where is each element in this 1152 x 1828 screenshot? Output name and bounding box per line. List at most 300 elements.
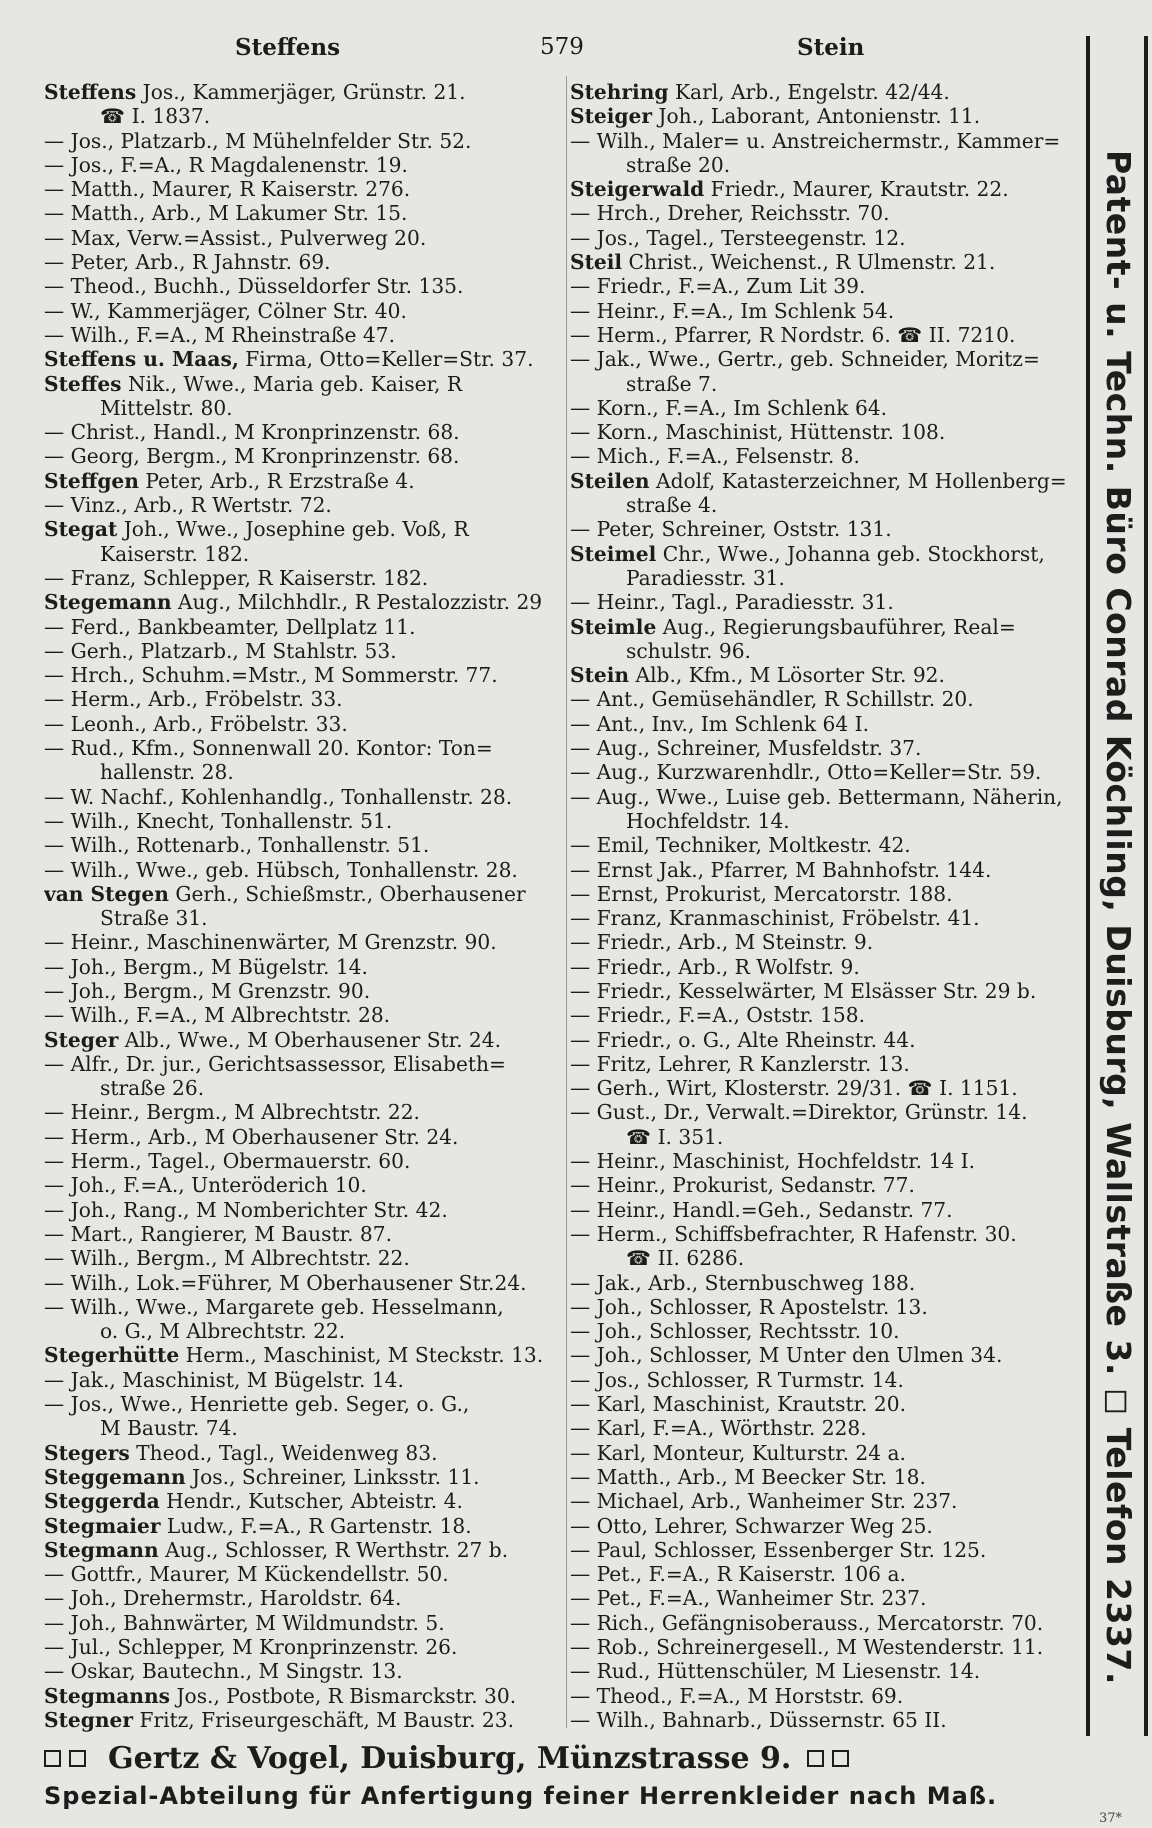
directory-entry	[570, 930, 1082, 954]
directory-entry	[570, 1222, 1082, 1246]
entry-details: — Alfr., Dr. jur., Gerichtsassessor, Elisabeth=	[44, 1051, 506, 1076]
entry-details: — Theod., Buchh., Düsseldorfer Str. 135.	[44, 274, 464, 299]
entry-details: — Herm., Pfarrer, R Nordstr. 6. ☎ II. 7210.	[570, 322, 1016, 347]
directory-entry	[570, 566, 1082, 590]
directory-entry	[570, 1076, 1082, 1100]
directory-entry	[44, 1271, 564, 1295]
directory-entry	[570, 1441, 1082, 1465]
directory-entry	[44, 1392, 564, 1416]
entry-details: Karl, Arb., Engelstr. 42/44.	[668, 80, 950, 104]
directory-entry	[570, 1465, 1082, 1489]
entry-details: — Herm., Tagel., Obermauerstr. 60.	[44, 1149, 411, 1174]
entry-details: — Rich., Gefängnisoberauss., Mercatorstr. 70.	[570, 1610, 1044, 1635]
entry-surname: Steggerda	[44, 1489, 160, 1514]
directory-entry	[570, 1392, 1082, 1416]
entry-details: — Joh., Drehermstr., Haroldstr. 64.	[44, 1586, 402, 1611]
ad-rule-left	[1086, 36, 1090, 1736]
directory-entry	[570, 1125, 1082, 1149]
entry-details: Paradiesstr. 31.	[626, 565, 785, 590]
directory-entry	[570, 1635, 1082, 1659]
entry-surname: Steger	[44, 1027, 119, 1052]
directory-entry	[44, 1028, 564, 1052]
entry-details: — Heinr., Tagl., Paradiesstr. 31.	[570, 590, 894, 615]
directory-entry	[44, 566, 564, 590]
directory-entry	[44, 542, 564, 566]
directory-entry	[44, 1441, 564, 1465]
entry-details: Adolf, Katasterzeichner, M Hollenberg=	[649, 468, 1067, 493]
entry-details: — Ernst, Prokurist, Mercatorstr. 188.	[570, 881, 953, 906]
entry-details: — Friedr., Arb., M Steinstr. 9.	[570, 930, 874, 955]
directory-entry	[570, 809, 1082, 833]
entry-details: — Rud., Kfm., Sonnenwall 20. Kontor: Ton=	[44, 736, 493, 761]
entry-details: — Wilh., Wwe., Margarete geb. Hesselmann,	[44, 1294, 504, 1319]
directory-entry	[44, 955, 564, 979]
directory-entry	[570, 177, 1082, 201]
entry-details: Gerh., Schießmstr., Oberhausener	[168, 881, 526, 906]
column-divider	[566, 76, 567, 1728]
directory-entry	[570, 712, 1082, 736]
entry-details: — Vinz., Arb., R Wertstr. 72.	[44, 493, 332, 518]
entry-details: — Heinr., Maschinenwärter, M Grenzstr. 90.	[44, 930, 497, 955]
entry-details: — Friedr., F.=A., Zum Lit 39.	[570, 274, 866, 299]
entry-details: — Franz, Kranmaschinist, Fröbelstr. 41.	[570, 906, 980, 931]
directory-entry	[570, 1611, 1082, 1635]
directory-entry	[570, 1271, 1082, 1295]
directory-entry	[44, 420, 564, 444]
entry-surname: Stegemann	[44, 590, 172, 615]
entry-details: — Gerh., Platzarb., M Stahlstr. 53.	[44, 638, 397, 663]
header-left-running-head: Steffens	[235, 34, 341, 61]
footer-box-icons-left	[44, 1750, 86, 1767]
entry-details: — Korn., F.=A., Im Schlenk 64.	[570, 395, 888, 420]
entry-details: — Joh., Bergm., M Bügelstr. 14.	[44, 954, 368, 979]
entry-details: — Aug., Wwe., Luise geb. Bettermann, Näherin,	[570, 784, 1063, 809]
directory-entry	[570, 906, 1082, 930]
directory-entry	[44, 663, 564, 687]
entry-details: — Friedr., o. G., Alte Rheinstr. 44.	[570, 1027, 916, 1052]
directory-entry	[44, 1611, 564, 1635]
directory-entry	[44, 129, 564, 153]
entry-details: — Mich., F.=A., Felsenstr. 8.	[570, 444, 860, 469]
directory-entry	[570, 979, 1082, 1003]
entry-details: M Baustr. 74.	[100, 1416, 238, 1441]
entry-details: — Rud., Hüttenschüler, M Liesenstr. 14.	[570, 1659, 981, 1684]
entry-details: — Peter, Schreiner, Oststr. 131.	[570, 517, 892, 542]
entry-details: straße 26.	[100, 1076, 205, 1101]
directory-entry	[570, 129, 1082, 153]
entry-details: — Karl, F.=A., Wörthstr. 228.	[570, 1416, 867, 1441]
entry-details: — Rob., Schreinergesell., M Westenderstr. 11.	[570, 1635, 1044, 1659]
entry-details: — Franz, Schlepper, R Kaiserstr. 182.	[44, 565, 429, 590]
directory-entry	[44, 250, 564, 274]
directory-entry	[570, 1538, 1082, 1562]
directory-entry	[44, 785, 564, 809]
footer-specialty: Spezial-Abteilung für Anfertigung feiner Herrenkleider nach Maß.	[44, 1782, 998, 1810]
entry-details: — Ant., Inv., Im Schlenk 64 I.	[570, 711, 870, 736]
directory-entry	[44, 1246, 564, 1270]
directory-entry	[44, 687, 564, 711]
entry-details: Friedr., Maurer, Krautstr. 22.	[704, 177, 1009, 202]
entry-details: — Heinr., F.=A., Im Schlenk 54.	[570, 298, 895, 323]
directory-entry	[44, 1222, 564, 1246]
directory-entry	[44, 153, 564, 177]
entry-details: — Jak., Maschinist, M Bügelstr. 14.	[44, 1367, 404, 1392]
directory-entry	[570, 882, 1082, 906]
entry-details: — Friedr., F.=A., Oststr. 158.	[570, 1003, 866, 1028]
directory-entry	[44, 1149, 564, 1173]
directory-entry	[44, 736, 564, 760]
directory-entry	[570, 80, 1082, 104]
header-right-running-head: Stein	[797, 34, 865, 61]
entry-details: — Max, Verw.=Assist., Pulverweg 20.	[44, 225, 427, 250]
directory-entry	[44, 930, 564, 954]
entry-details: — Wilh., Maler= u. Anstreichermstr., Kammer=	[570, 128, 1061, 153]
entry-details: Straße 31.	[100, 906, 208, 931]
directory-entry	[44, 1052, 564, 1076]
entry-surname: Stegmanns	[44, 1683, 171, 1708]
entry-details: — Wilh., Bergm., M Albrechtstr. 22.	[44, 1246, 410, 1271]
ad-rule-right	[1144, 36, 1148, 1736]
directory-entry	[570, 396, 1082, 420]
entry-details: — Joh., Schlosser, M Unter den Ulmen 34.	[570, 1343, 1003, 1368]
entry-details: ☎ I. 1837.	[100, 104, 211, 129]
directory-entry	[44, 201, 564, 225]
directory-entry	[570, 1368, 1082, 1392]
entry-details: hallenstr. 28.	[100, 760, 234, 785]
left-column	[44, 80, 564, 1732]
directory-entry	[570, 1028, 1082, 1052]
directory-entry	[570, 639, 1082, 663]
entry-details: Alb., Kfm., M Lösorter Str. 92.	[629, 663, 945, 688]
directory-entry	[44, 712, 564, 736]
directory-entry	[570, 1319, 1082, 1343]
entry-surname: Steggemann	[44, 1464, 186, 1489]
entry-surname: Stehring	[570, 80, 669, 104]
directory-entry	[44, 1003, 564, 1027]
entry-details: straße 7.	[626, 371, 718, 396]
entry-details: — Wilh., F.=A., M Rheinstraße 47.	[44, 322, 395, 347]
entry-details: — Pet., F.=A., Wanheimer Str. 237.	[570, 1586, 927, 1611]
directory-entry	[44, 517, 564, 541]
directory-entry	[44, 1708, 564, 1732]
entry-details: — Leonh., Arb., Fröbelstr. 33.	[44, 711, 348, 736]
directory-entry	[570, 104, 1082, 128]
entry-details: — Karl, Monteur, Kulturstr. 24 a.	[570, 1440, 906, 1465]
entry-details: Kaiserstr. 182.	[100, 541, 250, 566]
directory-entry	[570, 1343, 1082, 1367]
entry-surname: Steilen	[570, 468, 650, 493]
directory-entry	[44, 469, 564, 493]
entry-surname: Steffens u. Maas,	[44, 347, 239, 372]
directory-entry	[570, 955, 1082, 979]
entry-details: — Wilh., Bahnarb., Düssernstr. 65 II.	[570, 1707, 947, 1732]
entry-details: — Joh., Bahnwärter, M Wildmundstr. 5.	[44, 1610, 445, 1635]
directory-entry	[44, 372, 564, 396]
entry-details: — Paul, Schlosser, Essenberger Str. 125.	[570, 1537, 987, 1562]
directory-entry	[570, 517, 1082, 541]
directory-entry	[44, 1684, 564, 1708]
directory-entry	[44, 1586, 564, 1610]
entry-details: — Wilh., Rottenarb., Tonhallenstr. 51.	[44, 833, 430, 858]
entry-details: — Jak., Wwe., Gertr., geb. Schneider, Moritz=	[570, 347, 1040, 372]
directory-entry	[44, 809, 564, 833]
directory-entry	[44, 979, 564, 1003]
entry-details: — Joh., Rang., M Nomberichter Str. 42.	[44, 1197, 448, 1222]
right-column	[570, 80, 1082, 1732]
entry-details: — Herm., Arb., M Oberhausener Str. 24.	[44, 1124, 459, 1149]
directory-entry	[44, 274, 564, 298]
directory-entry	[44, 1368, 564, 1392]
directory-entry	[44, 1514, 564, 1538]
directory-entry	[44, 1538, 564, 1562]
entry-details: — Matth., Arb., M Lakumer Str. 15.	[44, 201, 408, 226]
entry-details: Jos., Schreiner, Linksstr. 11.	[185, 1464, 480, 1489]
entry-details: — Friedr., Arb., R Wolfstr. 9.	[570, 954, 860, 979]
entry-details: — Heinr., Bergm., M Albrechtstr. 22.	[44, 1100, 420, 1125]
entry-details: — Heinr., Prokurist, Sedanstr. 77.	[570, 1173, 915, 1198]
directory-entry	[44, 590, 564, 614]
directory-entry	[44, 177, 564, 201]
entry-details: — Gottfr., Maurer, M Kückendellstr. 50.	[44, 1562, 449, 1587]
entry-details: — Wilh., Wwe., geb. Hübsch, Tonhallenstr. 28.	[44, 857, 518, 882]
directory-entry	[44, 1416, 564, 1440]
entry-details: — Gerh., Wirt, Klosterstr. 29/31. ☎ I. 1151.	[570, 1076, 1018, 1101]
directory-entry	[570, 833, 1082, 857]
directory-entry	[44, 1343, 564, 1367]
directory-entry	[570, 1489, 1082, 1513]
entry-details: Aug., Schlosser, R Werthstr. 27 b.	[158, 1537, 509, 1562]
directory-entry	[44, 323, 564, 347]
directory-entry	[44, 1125, 564, 1149]
entry-details: — Jos., Wwe., Henriette geb. Seger, o. G.,	[44, 1392, 470, 1417]
directory-entry	[44, 1076, 564, 1100]
directory-entry	[44, 1319, 564, 1343]
entry-details: Christ., Weichenst., R Ulmenstr. 21.	[622, 250, 996, 275]
directory-entry	[44, 882, 564, 906]
entry-details: Jos., Postbote, R Bismarckstr. 30.	[170, 1683, 517, 1708]
entry-details: — Emil, Techniker, Moltkestr. 42.	[570, 833, 911, 858]
directory-entry	[44, 1562, 564, 1586]
entry-details: — Joh., Schlosser, Rechtsstr. 10.	[570, 1319, 900, 1344]
entry-details: Alb., Wwe., M Oberhausener Str. 24.	[118, 1027, 502, 1052]
directory-entry	[570, 347, 1082, 371]
entry-details: Hochfeldstr. 14.	[626, 808, 790, 833]
directory-entry	[44, 639, 564, 663]
directory-entry	[570, 1684, 1082, 1708]
footer-advertisement	[44, 1738, 1104, 1810]
directory-entry	[44, 1198, 564, 1222]
entry-details: Joh., Laborant, Antonienstr. 11.	[652, 104, 981, 129]
entry-details: — Jos., Platzarb., M Mühelnfelder Str. 52.	[44, 128, 472, 153]
directory-entry	[44, 1465, 564, 1489]
entry-details: ☎ II. 6286.	[626, 1246, 745, 1271]
directory-entry	[44, 1100, 564, 1124]
directory-entry	[44, 493, 564, 517]
directory-entry	[570, 323, 1082, 347]
entry-details: Chr., Wwe., Johanna geb. Stockhorst,	[656, 541, 1045, 566]
directory-entry	[570, 372, 1082, 396]
directory-entry	[570, 1052, 1082, 1076]
entry-details: Theod., Tagl., Weidenweg 83.	[129, 1440, 438, 1465]
entry-details: Joh., Wwe., Josephine geb. Voß, R	[117, 517, 469, 542]
entry-details: — Ferd., Bankbeamter, Dellplatz 11.	[44, 614, 416, 639]
footer-box-icons-right	[807, 1750, 849, 1767]
entry-details: Ludw., F.=A., R Gartenstr. 18.	[160, 1513, 472, 1538]
directory-entry	[44, 1173, 564, 1197]
page-number: 579	[540, 34, 584, 60]
directory-entry	[44, 760, 564, 784]
entry-details: — Korn., Maschinist, Hüttenstr. 108.	[570, 420, 946, 445]
directory-entry	[44, 833, 564, 857]
entry-surname: Steil	[570, 250, 623, 275]
entry-details: — Mart., Rangierer, M Baustr. 87.	[44, 1221, 393, 1246]
entry-surname: Steigerwald	[570, 177, 705, 202]
entry-details: Peter, Arb., R Erzstraße 4.	[138, 468, 415, 493]
directory-entry	[570, 444, 1082, 468]
entry-details: — Wilh., Lok.=Führer, M Oberhausener Str.24.	[44, 1270, 527, 1295]
directory-entry	[570, 1708, 1082, 1732]
entry-details: — Jos., Tagel., Tersteegenstr. 12.	[570, 225, 906, 250]
entry-details: o. G., M Albrechtstr. 22.	[100, 1319, 346, 1344]
entry-details: — Karl, Maschinist, Krautstr. 20.	[570, 1392, 906, 1417]
entry-details: Aug., Regierungsbauführer, Real=	[656, 614, 1016, 639]
entry-details: — Michael, Arb., Wanheimer Str. 237.	[570, 1489, 958, 1514]
entry-details: — Peter, Arb., R Jahnstr. 69.	[44, 250, 331, 275]
directory-entry	[44, 906, 564, 930]
entry-details: — W., Kammerjäger, Cölner Str. 40.	[44, 298, 407, 323]
directory-entry	[570, 299, 1082, 323]
directory-entry	[44, 615, 564, 639]
entry-details: Nik., Wwe., Maria geb. Kaiser, R	[121, 371, 463, 396]
entry-details: — Georg, Bergm., M Kronprinzenstr. 68.	[44, 444, 460, 469]
entry-details: Fritz, Friseurgeschäft, M Baustr. 23.	[133, 1707, 515, 1732]
directory-entry	[570, 785, 1082, 809]
entry-details: — Hrch., Schuhm.=Mstr., M Sommerstr. 77.	[44, 663, 498, 688]
entry-details: — Matth., Maurer, R Kaiserstr. 276.	[44, 177, 411, 202]
directory-entry	[570, 1100, 1082, 1124]
entry-details: — Herm., Arb., Fröbelstr. 33.	[44, 687, 343, 712]
entry-details: — Jul., Schlepper, M Kronprinzenstr. 26.	[44, 1635, 458, 1659]
directory-entry	[570, 1246, 1082, 1270]
entry-details: — Hrch., Dreher, Reichsstr. 70.	[570, 201, 890, 226]
directory-entry	[570, 226, 1082, 250]
entry-details: — Oskar, Bautechn., M Singstr. 13.	[44, 1659, 403, 1684]
side-advertisement: Patent- u. Techn. Büro Conrad Köchling, Duisburg, Wallstraße 3. ◻ Telefon 2337.	[1099, 150, 1138, 1685]
entry-details: Aug., Milchhdlr., R Pestalozzistr. 29	[171, 590, 543, 615]
entry-details: — Joh., Bergm., M Grenzstr. 90.	[44, 978, 371, 1003]
entry-details: — Fritz, Lehrer, R Kanzlerstr. 13.	[570, 1051, 910, 1076]
entry-details: — Ant., Gemüsehändler, R Schillstr. 20.	[570, 687, 974, 712]
entry-surname: Steiger	[570, 104, 653, 129]
entry-details: Mittelstr. 80.	[100, 395, 233, 420]
directory-entry	[44, 858, 564, 882]
directory-entry	[570, 1173, 1082, 1197]
directory-entry	[44, 1489, 564, 1513]
directory-entry	[570, 663, 1082, 687]
entry-details: — Wilh., Knecht, Tonhallenstr. 51.	[44, 808, 393, 833]
entry-details: straße 4.	[626, 493, 718, 518]
entry-details: — Friedr., Kesselwärter, M Elsässer Str. 29 b.	[570, 978, 1037, 1003]
directory-entry	[44, 1659, 564, 1683]
directory-entry	[570, 201, 1082, 225]
entry-details: — Jak., Arb., Sternbuschweg 188.	[570, 1270, 916, 1295]
directory-entry	[570, 1003, 1082, 1027]
entry-details: — Jos., Schlosser, R Turmstr. 14.	[570, 1367, 904, 1392]
directory-entry	[570, 420, 1082, 444]
directory-entry	[44, 396, 564, 420]
directory-entry	[570, 858, 1082, 882]
directory-entry	[44, 1635, 564, 1659]
entry-details: — Pet., F.=A., R Kaiserstr. 106 a.	[570, 1562, 906, 1587]
directory-entry	[44, 299, 564, 323]
entry-details: Firma, Otto=Keller=Str. 37.	[238, 347, 534, 372]
directory-entry	[44, 226, 564, 250]
entry-details: — Theod., F.=A., M Horststr. 69.	[570, 1683, 904, 1708]
entry-surname: Stegmaier	[44, 1513, 161, 1538]
entry-details: — Aug., Kurzwarenhdlr., Otto=Keller=Str. 59.	[570, 760, 1042, 785]
entry-details: straße 20.	[626, 152, 731, 177]
directory-entry	[570, 760, 1082, 784]
entry-details: — Aug., Schreiner, Musfeldstr. 37.	[570, 736, 922, 761]
directory-entry	[570, 1562, 1082, 1586]
entry-details: — W. Nachf., Kohlenhandlg., Tonhallenstr. 28.	[44, 784, 513, 809]
entry-details: — Joh., Schlosser, R Apostelstr. 13.	[570, 1294, 928, 1319]
directory-entry	[570, 615, 1082, 639]
entry-details: — Matth., Arb., M Beecker Str. 18.	[570, 1464, 926, 1489]
entry-details: — Heinr., Handl.=Geh., Sedanstr. 77.	[570, 1197, 953, 1222]
directory-entry	[570, 1416, 1082, 1440]
entry-details: — Wilh., F.=A., M Albrechtstr. 28.	[44, 1003, 391, 1028]
entry-surname: Stegat	[44, 517, 118, 542]
signature-mark: 37*	[1098, 1811, 1122, 1826]
directory-entry	[570, 1514, 1082, 1538]
entry-details: — Joh., F.=A., Unteröderich 10.	[44, 1173, 367, 1198]
entry-details: schulstr. 96.	[626, 638, 751, 663]
entry-details: Hendr., Kutscher, Abteistr. 4.	[159, 1489, 463, 1514]
entry-surname: Steimle	[570, 614, 657, 639]
entry-surname: Stegerhütte	[44, 1343, 180, 1368]
entry-details: — Herm., Schiffsbefrachter, R Hafenstr. 30.	[570, 1221, 1017, 1246]
directory-entry	[570, 1295, 1082, 1319]
entry-surname: Stegers	[44, 1440, 130, 1465]
entry-details: ☎ I. 351.	[626, 1124, 724, 1149]
directory-entry	[44, 347, 564, 371]
directory-entry	[570, 1659, 1082, 1683]
directory-entry	[570, 687, 1082, 711]
directory-entry	[570, 590, 1082, 614]
directory-entry	[44, 1295, 564, 1319]
directory-entry	[44, 80, 564, 104]
entry-details: — Ernst Jak., Pfarrer, M Bahnhofstr. 144.	[570, 857, 992, 882]
directory-entry	[570, 469, 1082, 493]
entry-surname: Stegmann	[44, 1537, 159, 1562]
footer-shop-name: Gertz & Vogel, Duisburg, Münzstrasse 9.	[108, 1740, 792, 1776]
directory-entry	[570, 493, 1082, 517]
entry-details: — Christ., Handl., M Kronprinzenstr. 68.	[44, 420, 460, 445]
directory-entry	[570, 1198, 1082, 1222]
entry-details: Jos., Kammerjäger, Grünstr. 21.	[136, 80, 466, 104]
directory-entry	[44, 444, 564, 468]
directory-entry	[570, 1149, 1082, 1173]
entry-details: — Jos., F.=A., R Magdalenenstr. 19.	[44, 152, 408, 177]
entry-details: — Heinr., Maschinist, Hochfeldstr. 14 I.	[570, 1149, 975, 1174]
entry-surname: Steffens	[44, 80, 137, 104]
directory-entry	[570, 542, 1082, 566]
entry-surname: van Stegen	[44, 881, 169, 906]
entry-surname: Steffgen	[44, 468, 139, 493]
entry-surname: Stegner	[44, 1707, 134, 1732]
entry-surname: Steffes	[44, 371, 122, 396]
